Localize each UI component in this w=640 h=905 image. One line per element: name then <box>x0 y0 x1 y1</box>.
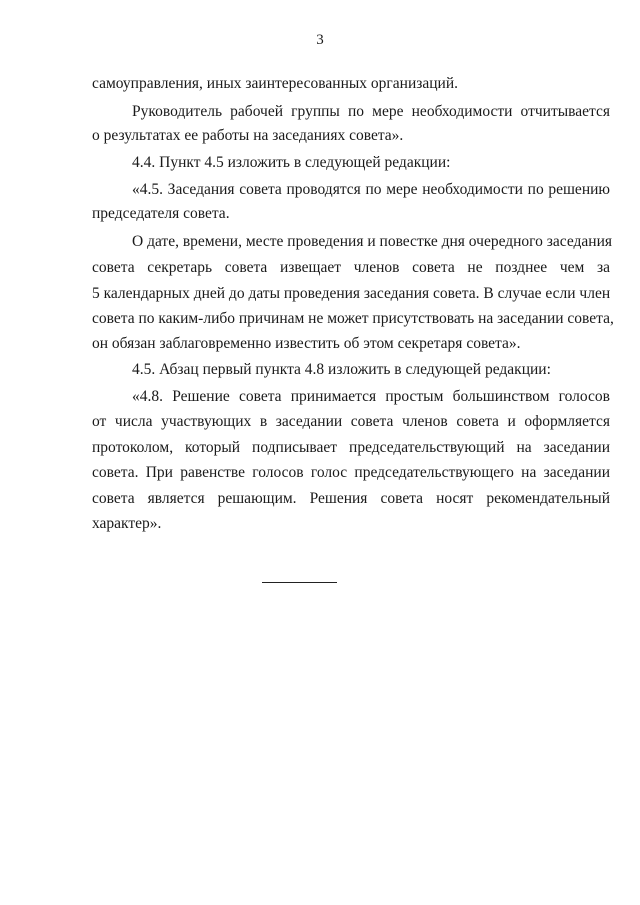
text-line: совета. При равенстве голосов голос председательствующего на заседании <box>92 464 610 481</box>
text-line: «4.8. Решение совета принимается простым большинством голосов <box>132 388 610 405</box>
text-line: самоуправления, иных заинтересованных организаций. <box>92 75 459 92</box>
text-line: он обязан заблаговременно известить об этом секретаря совета». <box>92 335 521 352</box>
text-line: совета секретарь совета извещает членов совета не позднее чем за <box>92 259 610 276</box>
page-number: 3 <box>316 32 324 48</box>
text-line: 5 календарных дней до даты проведения заседания совета. В случае если член <box>92 285 611 302</box>
text-line: председателя совета. <box>92 205 230 222</box>
text-line: о результатах ее работы на заседаниях совета». <box>92 127 404 144</box>
text-line: протоколом, который подписывает председательствующий на заседании <box>92 439 610 456</box>
text-line: совета по каким-либо причинам не может присутствовать на заседании совета, <box>92 310 614 327</box>
separator-line <box>262 582 337 583</box>
text-line: совета является решающим. Решения совета носят рекомендательный <box>92 490 610 507</box>
text-line: О дате, времени, месте проведения и повестке дня очередного заседания <box>132 233 613 250</box>
text-line: Руководитель рабочей группы по мере необходимости отчитывается <box>132 103 610 120</box>
text-line: 4.4. Пункт 4.5 изложить в следующей редакции: <box>132 154 451 171</box>
text-line: характер». <box>92 515 162 532</box>
text-line: «4.5. Заседания совета проводятся по мере необходимости по решению <box>132 181 610 198</box>
text-line: от числа участвующих в заседании совета членов совета и оформляется <box>92 413 610 430</box>
text-line: 4.5. Абзац первый пункта 4.8 изложить в следующей редакции: <box>132 361 551 378</box>
